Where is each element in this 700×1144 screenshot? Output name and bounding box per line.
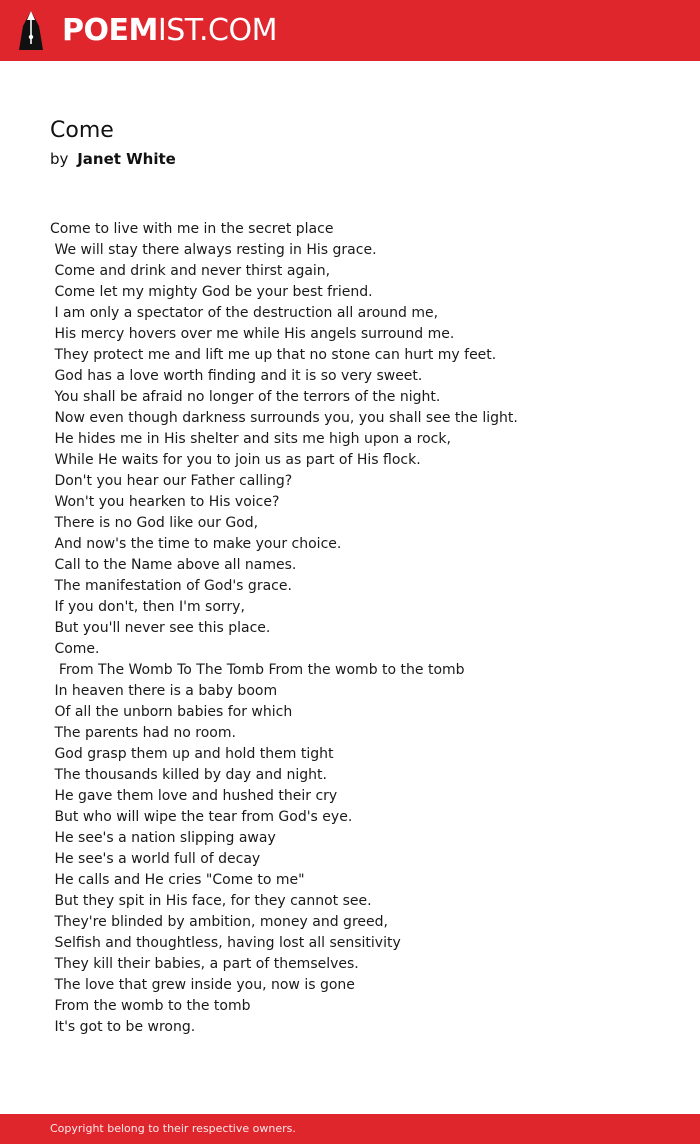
site-logo[interactable] <box>62 11 277 51</box>
poem-line: The parents had no room. <box>50 725 236 741</box>
poem-line: The thousands killed by day and night. <box>50 767 327 783</box>
poem-line: There is no God like our God, <box>50 515 259 531</box>
poem-line: I am only a spectator of the destruction all around me, <box>50 305 439 321</box>
poem-line: You shall be afraid no longer of the terrors of the night. <box>50 389 441 405</box>
poem-line: His mercy hovers over me while His angels surround me. <box>50 326 455 342</box>
poem-line: From The Womb To The Tomb From the womb to the tomb <box>50 662 465 678</box>
poem-line: The love that grew inside you, now is gone <box>50 977 355 993</box>
poem-line: While He waits for you to join us as part of His flock. <box>50 452 421 468</box>
poem-title: Come <box>50 118 114 143</box>
poem-line: Now even though darkness surrounds you, you shall see the light. <box>50 410 518 426</box>
copyright-text: Copyright belong to their respective owners. <box>50 1122 296 1135</box>
poem-line: He calls and He cries "Come to me" <box>50 872 305 888</box>
poem-line: It's got to be wrong. <box>50 1019 196 1035</box>
poem-line: And now's the time to make your choice. <box>50 536 342 552</box>
poem-line: Won't you hearken to His voice? <box>50 494 280 510</box>
poem-line: He gave them love and hushed their cry <box>50 788 338 804</box>
poem-line: Call to the Name above all names. <box>50 557 297 573</box>
poem-line: But you'll never see this place. <box>50 620 271 636</box>
poem-line: Come let my mighty God be your best friend. <box>50 284 373 300</box>
poem-line: Selfish and thoughtless, having lost all sensitivity <box>50 935 401 951</box>
poem-line: He see's a world full of decay <box>50 851 261 867</box>
brand-bold-text: POEM <box>62 13 158 48</box>
poem-line: Come to live with me in the secret place <box>50 221 334 237</box>
poem-line: They're blinded by ambition, money and greed, <box>50 914 388 930</box>
poem-line: If you don't, then I'm sorry, <box>50 599 245 615</box>
byline <box>50 149 176 169</box>
poem-line: They protect me and lift me up that no stone can hurt my feet. <box>50 347 497 363</box>
poem-line: God grasp them up and hold them tight <box>50 746 334 762</box>
site-footer <box>0 1114 700 1144</box>
poem-line: Of all the unborn babies for which <box>50 704 293 720</box>
site-header <box>0 0 700 61</box>
brand-light-text: IST.COM <box>157 13 277 48</box>
poem-line: In heaven there is a baby boom <box>50 683 278 699</box>
by-label: by <box>50 150 69 168</box>
poem-line: We will stay there always resting in His grace. <box>50 242 377 258</box>
poem-line: Come. <box>50 641 100 657</box>
author-name: Janet White <box>77 150 176 168</box>
poem-line: But they spit in His face, for they cannot see. <box>50 893 372 909</box>
pen-nib-icon[interactable] <box>18 10 44 52</box>
poem-line: He see's a nation slipping away <box>50 830 276 846</box>
poem-line: The manifestation of God's grace. <box>50 578 292 594</box>
poem-line: From the womb to the tomb <box>50 998 251 1014</box>
poem-line: He hides me in His shelter and sits me high upon a rock, <box>50 431 451 447</box>
poem-line: Come and drink and never thirst again, <box>50 263 331 279</box>
poem-line: Don't you hear our Father calling? <box>50 473 293 489</box>
poem-line: They kill their babies, a part of themselves. <box>50 956 359 972</box>
poem-line: But who will wipe the tear from God's eye. <box>50 809 353 825</box>
poem-body <box>50 219 670 1038</box>
poem-line: God has a love worth finding and it is so very sweet. <box>50 368 423 384</box>
